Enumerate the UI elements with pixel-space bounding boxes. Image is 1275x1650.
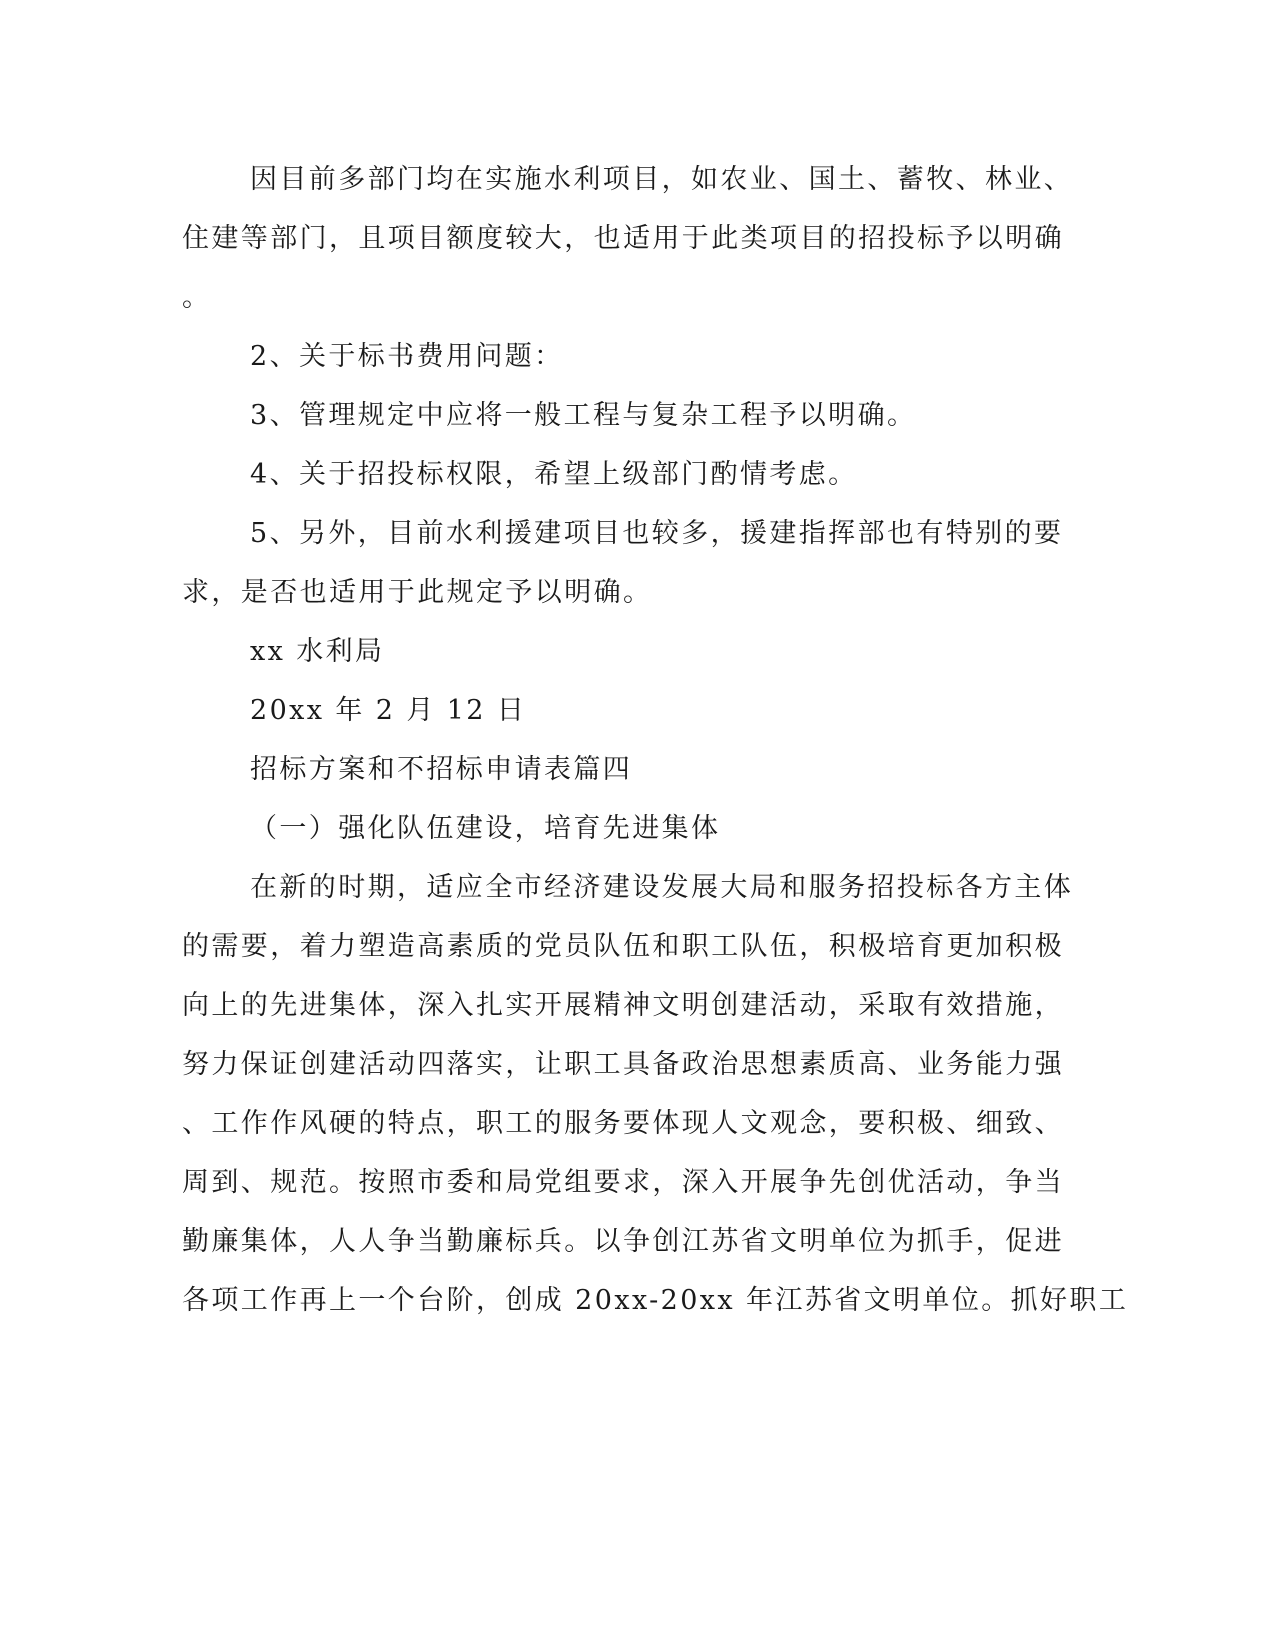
- list-item: 3、管理规定中应将一般工程与复杂工程予以明确。: [250, 400, 917, 431]
- signature-date: 20xx 年 2 月 12 日: [250, 695, 527, 726]
- paragraph-line: 勤廉集体，人人争当勤廉标兵。以争创江苏省文明单位为抓手，促进: [182, 1226, 1064, 1257]
- paragraph-line: 在新的时期，适应全市经济建设发展大局和服务招投标各方主体: [250, 872, 1074, 903]
- paragraph-line: 、工作作风硬的特点，职工的服务要体现人文观念，要积极、细致、: [182, 1108, 1064, 1139]
- paragraph-line: 向上的先进集体，深入扎实开展精神文明创建活动，采取有效措施，: [182, 990, 1064, 1021]
- paragraph-line: 各项工作再上一个台阶，创成 20xx-20xx 年江苏省文明单位。抓好职工: [182, 1285, 1129, 1316]
- paragraph-line: 求，是否也适用于此规定予以明确。: [182, 577, 653, 608]
- paragraph-line: 住建等部门，且项目额度较大，也适用于此类项目的招投标予以明确: [182, 223, 1064, 254]
- list-item: 2、关于标书费用问题：: [250, 341, 564, 372]
- subsection-heading: （一）强化队伍建设，培育先进集体: [250, 813, 721, 844]
- paragraph-line: 因目前多部门均在实施水利项目，如农业、国土、蓄牧、林业、: [250, 164, 1074, 195]
- section-title: 招标方案和不招标申请表篇四: [250, 754, 633, 785]
- paragraph-line: 周到、规范。按照市委和局党组要求，深入开展争先创优活动，争当: [182, 1167, 1064, 1198]
- signature-organization: xx 水利局: [250, 636, 385, 667]
- list-item: 5、另外，目前水利援建项目也较多，援建指挥部也有特别的要: [250, 518, 1064, 549]
- paragraph-line: 努力保证创建活动四落实，让职工具备政治思想素质高、业务能力强: [182, 1049, 1064, 1080]
- paragraph-line: 。: [182, 282, 212, 313]
- paragraph-line: 的需要，着力塑造高素质的党员队伍和职工队伍，积极培育更加积极: [182, 931, 1064, 962]
- list-item: 4、关于招投标权限，希望上级部门酌情考虑。: [250, 459, 858, 490]
